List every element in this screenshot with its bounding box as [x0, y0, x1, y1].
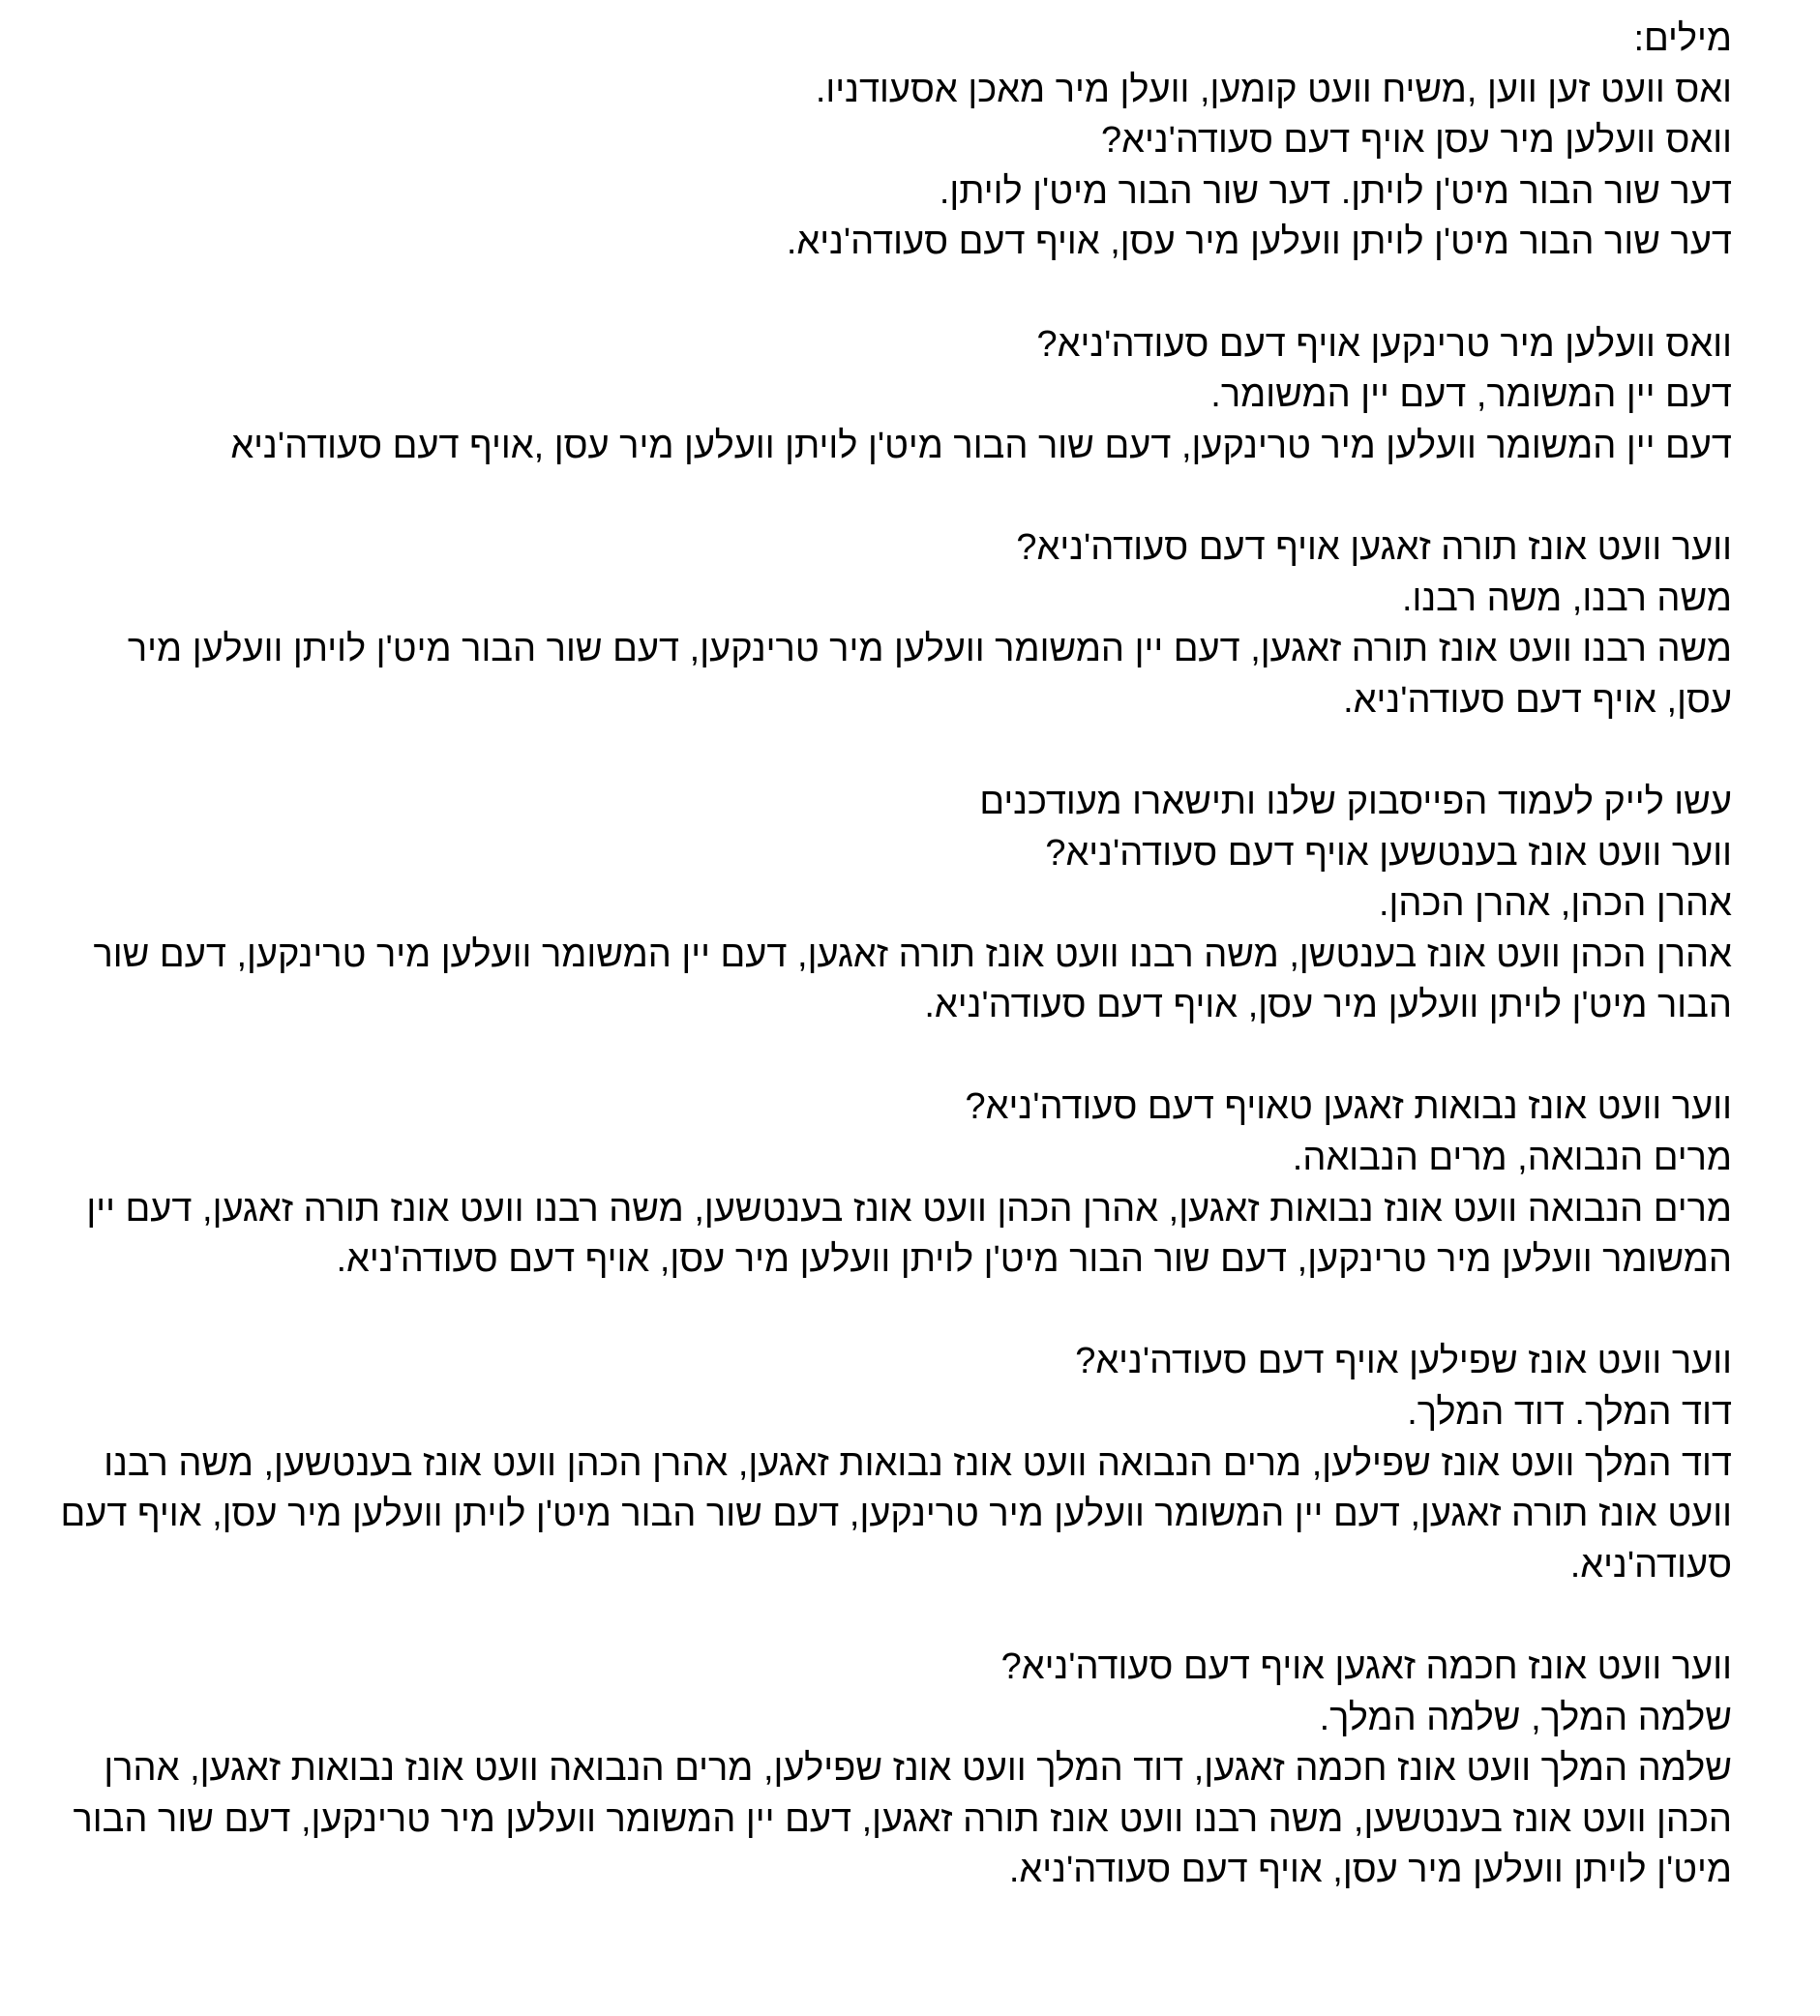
lyric-line: דער שור הבור מיט'ן לויתן. דער שור הבור מיט'ן לויתן.: [939, 170, 1732, 212]
lyric-line: אהרן הכהן וועט אונז בענטשן, משה רבנו וועט אונז תורה זאגען, דעם יין המשומר וועלען מיר טרינקען, דעם שור הבור מיט'ן לויתן וועלען מיר עסן, אויף דעם סעודה'ניא.: [93, 934, 1732, 1026]
lyric-line: עשו לייק לעמוד הפייסבוק שלנו ותישארו מעודכנים: [979, 781, 1732, 822]
lyric-line: ואס וועט זען ווען ,משיח וועט קומען, וועלן מיר מאכן אסעודניו.: [815, 69, 1732, 110]
stanza: [53, 319, 1732, 472]
stanza: [53, 1336, 1732, 1590]
stanza: [53, 522, 1732, 726]
lyric-line: שלמה המלך, שלמה המלך.: [1319, 1697, 1732, 1738]
lyric-line: שלמה המלך וועט אונז חכמה זאגען, דוד המלך וועט אונז שפילען, מרים הנבואה וועט אונז נבואות זאגען, אהרן הכהן וועט אונז בענטשען, משה רבנו וועט אונז תורה זאגען, דעם יין המשומר וועלען מיר טרינקען, דעם שור הבור מיט'ן לויתן וועלען מיר עסן, אויף דעם סעודה'ניא.: [73, 1748, 1732, 1891]
lyric-line: וואס וועלען מיר טרינקען אויף דעם סעודה'ניא?: [1036, 323, 1732, 365]
lyric-line: ווער וועט אונז תורה זאגען אויף דעם סעודה'ניא?: [1016, 526, 1732, 568]
lyric-line: דעם יין המשומר, דעם יין המשומר.: [1210, 374, 1732, 416]
lyric-line: משה רבנו וועט אונז תורה זאגען, דעם יין המשומר וועלען מיר טרינקען, דעם שור הבור מיט'ן לויתן וועלען מיר עסן, אויף דעם סעודה'ניא.: [127, 629, 1732, 721]
lyric-line: אהרן הכהן, אהרן הכהן.: [1379, 883, 1732, 925]
stanza: [53, 65, 1732, 268]
lyric-line: דוד המלך וועט אונז שפילען, מרים הנבואה וועט אונז נבואות זאגען, אהרן הכהן וועט אונז בענטשען, משה רבנו וועט אונז תורה זאגען, דעם יין המשומר וועלען מיר טרינקען, דעם שור הבור מיט'ן לויתן וועלען מיר עסן, אויף דעם סעודה'ניא.: [60, 1442, 1732, 1586]
lyric-line: משה רבנו, משה רבנו.: [1401, 578, 1732, 619]
lyric-line: ווער וועט אונז חכמה זאגען אויף דעם סעודה'ניא?: [1000, 1646, 1732, 1687]
lyric-line: דער שור הבור מיט'ן לויתן וועלען מיר עסן, אויף דעם סעודה'ניא.: [786, 222, 1732, 263]
stanza: [53, 777, 1732, 1031]
lyric-line: וואס וועלען מיר עסן אויף דעם סעודה'ניא?: [1101, 120, 1732, 162]
lyric-line: דעם יין המשומר וועלען מיר טרינקען, דעם שור הבור מיט'ן לויתן וועלען מיר עסן ,אויף דעם סעודה'ניא: [230, 425, 1732, 466]
lyric-line: ווער וועט אונז שפילען אויף דעם סעודה'ניא?: [1075, 1341, 1732, 1382]
lyrics-document: [53, 14, 1732, 1896]
stanza: [53, 1082, 1732, 1285]
document-title: מילים:: [1633, 18, 1732, 59]
lyric-line: דוד המלך. דוד המלך.: [1407, 1392, 1732, 1434]
lyric-line: ווער וועט אונז בענטשען אויף דעם סעודה'ניא?: [1045, 832, 1732, 874]
lyric-line: מרים הנבואה וועט אונז נבואות זאגען, אהרן הכהן וועט אונז בענטשען, משה רבנו וועט אונז תורה זאגען, דעם יין המשומר וועלען מיר טרינקען, דעם שור הבור מיט'ן לויתן וועלען מיר עסן, אויף דעם סעודה'ניא.: [86, 1188, 1732, 1281]
stanza-list: [53, 65, 1732, 1896]
stanza: [53, 1642, 1732, 1896]
lyric-line: מרים הנבואה, מרים הנבואה.: [1292, 1138, 1732, 1179]
lyric-line: ווער וועט אונז נבואות זאגען טאויף דעם סעודה'ניא?: [965, 1086, 1732, 1128]
